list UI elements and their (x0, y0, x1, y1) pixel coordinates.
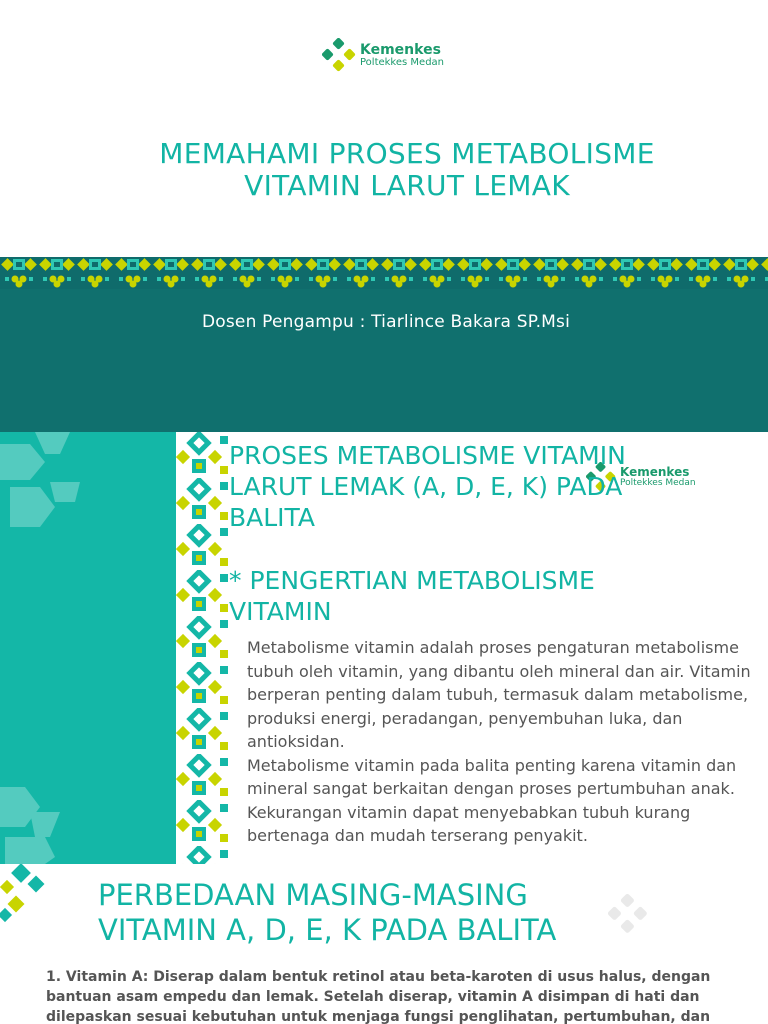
brand-sub: Poltekkes Medan (620, 478, 696, 488)
slide-3 (0, 864, 768, 1024)
title-line: LARUT LEMAK (A, D, E, K) PADA (229, 472, 623, 501)
ornament-border (176, 432, 230, 864)
kemenkes-logo (322, 38, 444, 72)
slide-3-body: 1. Vitamin A: Diserap dalam bentuk retinol atau beta-karoten di usus halus, dengan bantuan asam empedu dan lemak. Setelah diserap, vitamin A disimpan di hati dan dilepaskan sesuai kebutuhan untuk menjaga fungsi penglihatan, pertumbuhan, dan (46, 969, 711, 1024)
slide-3-title (98, 878, 658, 948)
slide-1 (0, 0, 768, 432)
title-line: VITAMIN LARUT LEMAK (244, 169, 570, 202)
title-line: VITAMIN A, D, E, K PADA BALITA (98, 913, 557, 947)
body-paragraph: Metabolisme vitamin pada balita penting karena vitamin dan mineral sangat berkaitan dengan proses pertumbuhan anak. Kekurangan vitamin dapat menyebabkan tubuh kurang bertenaga dan mudah terserang penyakit. (247, 755, 737, 845)
subtitle-line: * PENGERTIAN METABOLISME (229, 566, 595, 595)
title-line: BALITA (229, 503, 315, 532)
slide-2 (0, 432, 768, 864)
slide-1-title (0, 138, 768, 202)
title-panel (0, 289, 768, 432)
body-paragraph: Metabolisme vitamin adalah proses pengaturan metabolisme tubuh oleh vitamin, yang dibantu oleh mineral dan air. Vitamin berperan penting dalam tubuh, termasuk dalam metabolisme, produksi energi, peradangan, penyembuhan luka, dan antioksidan. (247, 638, 751, 751)
brand-name: Kemenkes (620, 465, 690, 479)
subtitle-line: VITAMIN (229, 597, 332, 626)
slide-2-subtitle (229, 565, 699, 627)
brand-sub: Poltekkes Medan (360, 56, 445, 68)
side-panel-pattern (0, 432, 176, 864)
brand-name: Kemenkes (360, 41, 441, 58)
corner-ornament (0, 864, 60, 924)
pattern-band-graphic (0, 257, 768, 291)
decorative-side-panel (0, 432, 176, 864)
title-line: PROSES METABOLISME VITAMIN (229, 441, 626, 470)
slide-2-title (229, 440, 699, 533)
lecturer-text: Dosen Pengampu : Tiarlince Bakara SP.Msi (201, 312, 571, 332)
title-line: PERBEDAAN MASING-MASING (98, 878, 528, 912)
pattern-band (0, 257, 768, 291)
slide-2-body (247, 636, 767, 848)
kemenkes-logo-icon (322, 38, 356, 72)
title-line: MEMAHAMI PROSES METABOLISME (159, 137, 655, 170)
ornament-border-graphic (176, 432, 230, 864)
